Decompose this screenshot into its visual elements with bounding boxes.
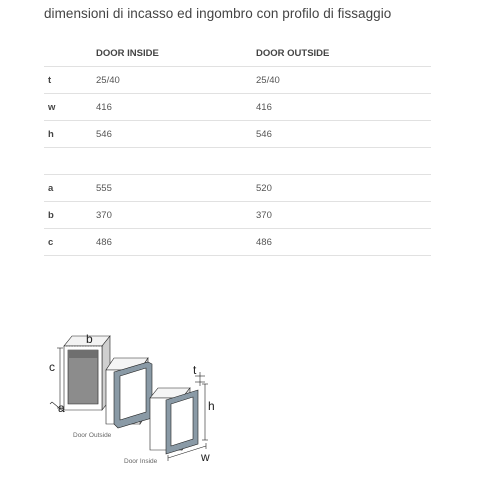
header-door-outside: DOOR OUTSIDE	[256, 40, 431, 67]
door-outside-value: 370	[256, 202, 431, 229]
label-a: a	[58, 401, 65, 415]
page-title: dimensioni di incasso ed ingombro con profilo di fissaggio	[44, 6, 392, 21]
row-label: b	[44, 202, 96, 229]
label-t: t	[193, 363, 197, 377]
table-header-row	[44, 40, 431, 67]
door-outside-value	[256, 148, 431, 175]
row-label: t	[44, 67, 96, 94]
header-door-inside: DOOR INSIDE	[96, 40, 256, 67]
table-row-spacer	[44, 148, 431, 175]
row-label: c	[44, 229, 96, 256]
row-label: w	[44, 94, 96, 121]
table-row	[44, 121, 431, 148]
label-h: h	[208, 399, 215, 413]
door-inside-value: 546	[96, 121, 256, 148]
door-outside-value: 25/40	[256, 67, 431, 94]
table-row	[44, 175, 431, 202]
row-label: a	[44, 175, 96, 202]
door-outside-value: 546	[256, 121, 431, 148]
door-inside-value: 25/40	[96, 67, 256, 94]
door-inside-value: 416	[96, 94, 256, 121]
header-label-cell	[44, 40, 96, 67]
label-w: w	[201, 450, 210, 464]
caption-door-outside: Door Outside	[73, 432, 112, 439]
caption-door-inside: Door Inside	[124, 458, 158, 465]
label-c: c	[49, 360, 55, 374]
door-inside-value	[96, 148, 256, 175]
row-label: h	[44, 121, 96, 148]
table-row	[44, 67, 431, 94]
door-outside-value: 416	[256, 94, 431, 121]
table-row	[44, 229, 431, 256]
door-outside-value: 520	[256, 175, 431, 202]
recess-cavity-box	[64, 336, 110, 410]
table-row	[44, 94, 431, 121]
installation-diagram	[40, 320, 230, 470]
label-b: b	[86, 332, 93, 346]
door-outside-value: 486	[256, 229, 431, 256]
fridge-door-outside	[106, 358, 152, 428]
door-inside-value: 555	[96, 175, 256, 202]
installation-diagram-svg	[40, 320, 230, 470]
fridge-door-inside	[150, 388, 198, 454]
door-inside-value: 486	[96, 229, 256, 256]
table-row	[44, 202, 431, 229]
dimensions-table	[44, 40, 431, 256]
row-label	[44, 148, 96, 175]
door-inside-value: 370	[96, 202, 256, 229]
